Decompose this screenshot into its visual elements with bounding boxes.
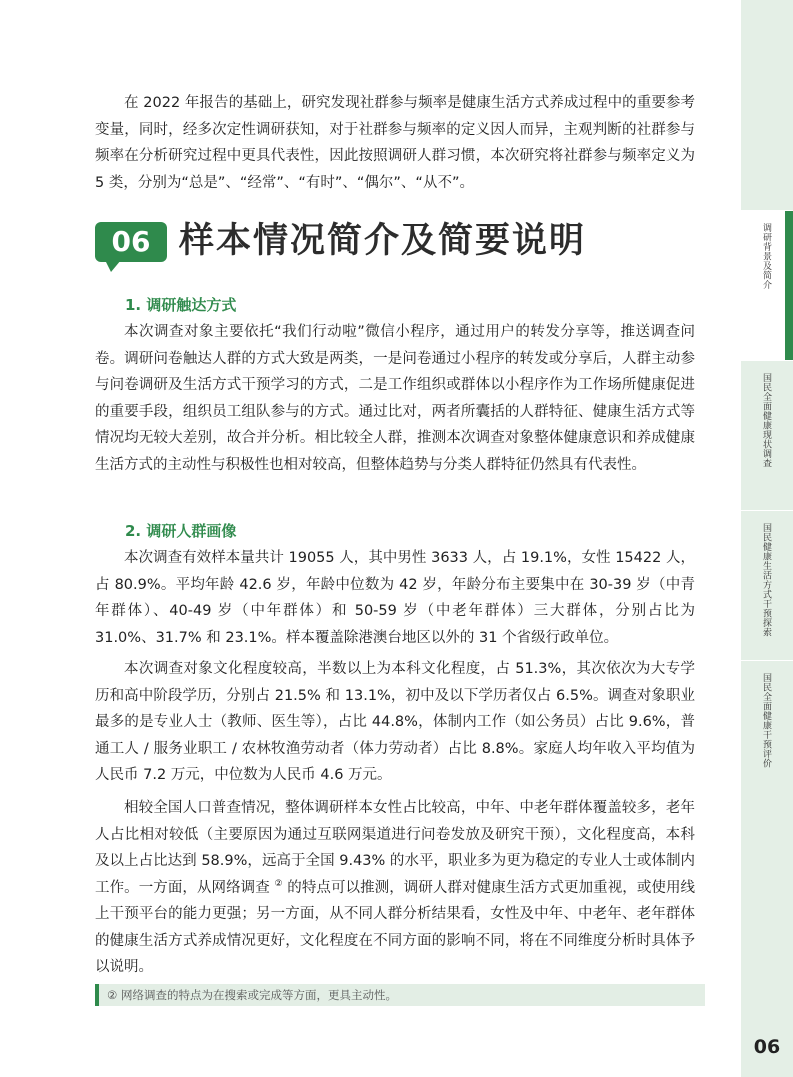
footnote: ② 网络调查的特点为在搜索或完成等方面，更具主动性。 — [95, 984, 705, 1006]
paragraph-3-part-2: 的特点可以推测，调研人群对健康生活方式更加重视，或使用线上干预平台的能力更强；另一方面，从不同人群分析结果看，女性及中年、中老年、老年群体的健康生活方式养成情况更好，文化程度在不同方面的影响不同，将在不同维度分析时具体予以说明。 — [95, 879, 696, 975]
chapter-sidebar — [741, 0, 793, 1077]
footnote-marker[interactable]: ② — [274, 878, 283, 889]
paragraph-3-part-1: 相较全国人口普查情况，整体调研样本女性占比较高，中年、中老年群体覆盖较多，老年人占比相对较低（主要原因为通过互联网渠道进行问卷发放及研究干预），文化程度高，本科及以上占比达到 58.9%，远高于全国 9.43% 的水平，职业多为更为稳定的专业人士或体制内工作。一方面，从网络调查 — [95, 800, 695, 896]
section-heading — [95, 222, 705, 272]
sidebar-tab-label: 国民全面健康现状调查 — [761, 373, 771, 468]
page-number: 06 — [753, 1036, 781, 1058]
subsection-2-paragraph-2: 本次调查对象文化程度较高，半数以上为本科文化程度，占 51.3%，其次依次为大专学历和高中阶段学历，分别占 21.5% 和 13.1%，初中及以下学历者仅占 6.5%。调查对象职业最多的是专业人士（教师、医生等），占比 44.8%，体制内工作（如公务员）占比 9.6%，普通工人 / 服务业职工 / 农林牧渔劳动者（体力劳动者）占比 8.8%。家庭人均年收入平均值为人民币 7.2 万元，中位数为人民币 4.6 万元。 — [95, 661, 695, 783]
sidebar-tab-label: 国民健康生活方式干预探索 — [761, 523, 771, 637]
sidebar-tab-label: 国民全面健康干预评价 — [761, 673, 771, 768]
sidebar-tab-health-status[interactable] — [741, 360, 793, 510]
intro-paragraph: 在 2022 年报告的基础上，研究发现社群参与频率是健康生活方式养成过程中的重要参考变量，同时，经多次定性调研获知，对于社群参与频率的定义因人而异，主观判断的社群参与频率在分析研究过程中更具代表性，因此按照调研人群习惯，本次研究将社群参与频率定义为 5 类，分别为“总是”、“经常”、“有时”、“偶尔”、“从不”。 — [95, 95, 695, 191]
section-title: 样本情况简介及简要说明 — [179, 221, 587, 261]
section-number-badge: 06 — [95, 222, 167, 262]
subsection-heading-2: 2. 调研人群画像 — [125, 522, 237, 540]
subsection-heading-1: 1. 调研触达方式 — [125, 296, 237, 314]
sidebar-tab-label: 调研背景及简介 — [761, 223, 771, 290]
subsection-2-paragraph-1: 本次调查有效样本量共计 19055 人，其中男性 3633 人，占 19.1%，女性 15422 人，占 80.9%。平均年龄 42.6 岁，年龄中位数为 42 岁，年龄分布主要集中在 30-39 岁（中青年群体）、40-49 岁（中年群体）和 50-59 岁（中老年群体）三大群体，分别占比为 31.0%、31.7% 和 23.1%。样本覆盖除港澳台地区以外的 31 个省级行政单位。 — [95, 550, 695, 646]
sidebar-tab-intervention-evaluation[interactable] — [741, 660, 793, 810]
subsection-1-paragraph: 本次调查对象主要依托“我们行动啦”微信小程序，通过用户的转发分享等，推送调查问卷。调研问卷触达人群的方式大致是两类，一是问卷通过小程序的转发或分享后，人群主动参与问卷调研及生活方式干预学习的方式，二是工作组织或群体以小程序作为工作场所健康促进的重要手段，组织员工组队参与的方式。通过比对，两者所囊括的人群特征、健康生活方式等情况均无较大差别，故合并分析。相比较全人群，推测本次调查对象整体健康意识和养成健康生活方式的主动性与积极性也相对较高，但整体趋势与分类人群特征仍然具有代表性。 — [95, 324, 695, 473]
badge-tail-shape — [105, 260, 121, 272]
subsection-2-paragraph-3 — [95, 795, 695, 981]
sidebar-tab-lifestyle-intervention[interactable] — [741, 510, 793, 660]
sidebar-tab-background-intro[interactable] — [741, 210, 793, 360]
active-tab-indicator — [785, 211, 793, 361]
